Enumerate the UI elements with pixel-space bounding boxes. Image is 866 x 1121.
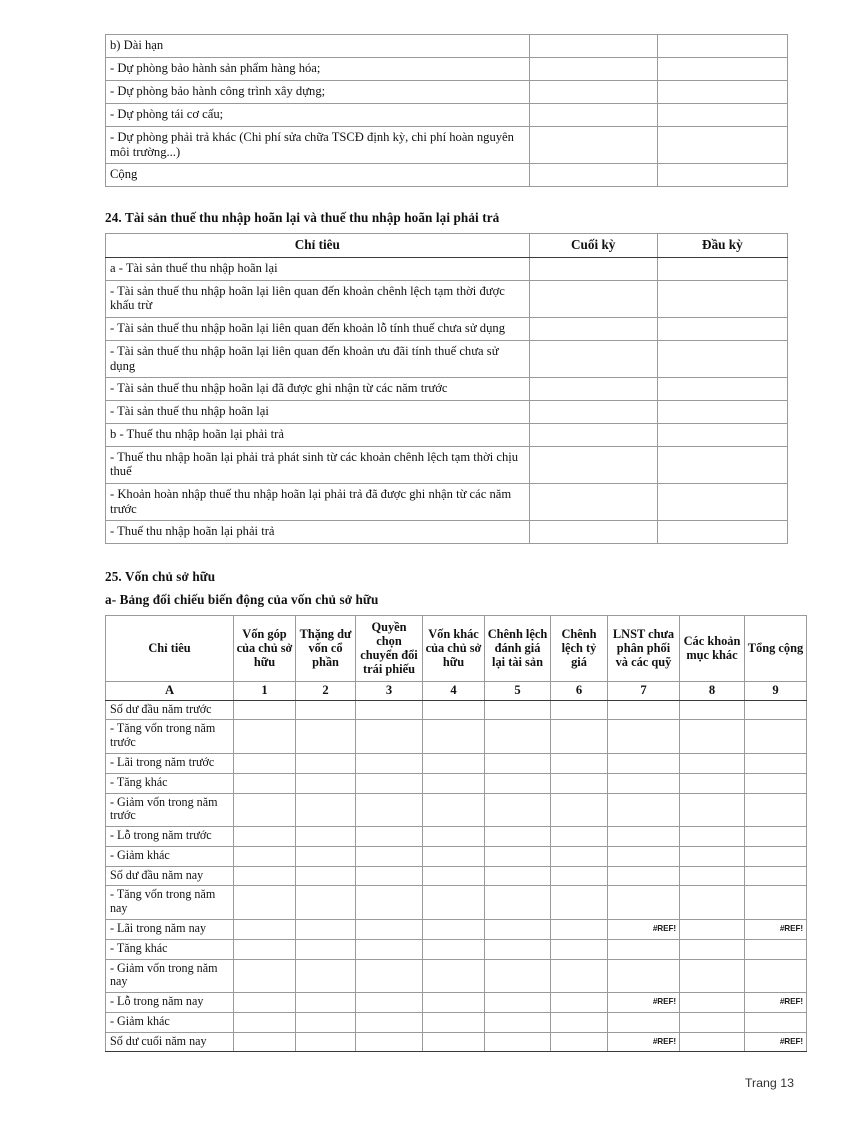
row-label: - Dự phòng phải trả khác (Chi phí sửa chữa TSCĐ định kỳ, chi phí hoàn nguyên môi trường...) bbox=[106, 127, 530, 164]
cell-value bbox=[680, 827, 745, 847]
cell-dau-ky bbox=[657, 521, 787, 544]
cell-value bbox=[745, 1012, 807, 1032]
cell-value bbox=[356, 959, 423, 993]
table-row bbox=[106, 1032, 807, 1052]
cell-value bbox=[423, 939, 485, 959]
cell-value bbox=[234, 939, 296, 959]
cell-value bbox=[356, 939, 423, 959]
cell-dau-ky bbox=[657, 81, 787, 104]
cell-value bbox=[608, 939, 680, 959]
row-label: - Giảm khác bbox=[106, 846, 234, 866]
cell-ref-error: #REF! bbox=[608, 993, 680, 1013]
cell-value bbox=[234, 753, 296, 773]
cell-dau-ky bbox=[657, 446, 787, 483]
table-row bbox=[106, 127, 788, 164]
cell-value bbox=[296, 846, 356, 866]
row-label: - Tài sản thuế thu nhập hoãn lại liên quan đến khoản lỗ tính thuế chưa sử dụng bbox=[106, 318, 530, 341]
column-header-9: Tổng cộng bbox=[745, 616, 807, 682]
cell-value bbox=[423, 753, 485, 773]
cell-value bbox=[485, 1032, 551, 1052]
cell-cuoi-ky bbox=[529, 58, 657, 81]
table-row bbox=[106, 993, 807, 1013]
cell-value bbox=[234, 866, 296, 886]
table-row bbox=[106, 257, 788, 280]
column-number-8: 8 bbox=[680, 682, 745, 700]
cell-value bbox=[485, 886, 551, 920]
column-header-2: Thặng dư vốn cổ phần bbox=[296, 616, 356, 682]
cell-value bbox=[485, 700, 551, 720]
cell-value bbox=[423, 959, 485, 993]
table-provisions-long-term-body bbox=[106, 35, 788, 187]
table-row bbox=[106, 340, 788, 377]
cell-value bbox=[234, 720, 296, 754]
cell-value bbox=[356, 866, 423, 886]
cell-cuoi-ky bbox=[529, 164, 657, 187]
section-24-heading: 24. Tài sản thuế thu nhập hoãn lại và thuế thu nhập hoãn lại phải trả bbox=[105, 210, 500, 226]
cell-value bbox=[423, 866, 485, 886]
column-header-8: Các khoản mục khác bbox=[680, 616, 745, 682]
row-label: - Tăng khác bbox=[106, 939, 234, 959]
row-label: - Giảm vốn trong năm nay bbox=[106, 959, 234, 993]
cell-value bbox=[745, 886, 807, 920]
cell-value bbox=[296, 753, 356, 773]
cell-cuoi-ky bbox=[529, 35, 657, 58]
cell-value bbox=[485, 919, 551, 939]
column-number-2: 2 bbox=[296, 682, 356, 700]
row-label: - Tài sản thuế thu nhập hoãn lại bbox=[106, 401, 530, 424]
cell-value bbox=[234, 1012, 296, 1032]
cell-value bbox=[551, 753, 608, 773]
cell-ref-error: #REF! bbox=[608, 919, 680, 939]
cell-value bbox=[356, 919, 423, 939]
cell-value bbox=[356, 700, 423, 720]
cell-dau-ky bbox=[657, 35, 787, 58]
cell-value bbox=[680, 959, 745, 993]
column-header-dau-ky: Đầu kỳ bbox=[657, 234, 787, 257]
row-label: Số dư đầu năm nay bbox=[106, 866, 234, 886]
cell-value bbox=[485, 773, 551, 793]
row-label: - Khoản hoàn nhập thuế thu nhập hoãn lại phải trả đã được ghi nhận từ các năm trước bbox=[106, 483, 530, 520]
row-label: - Tăng vốn trong năm trước bbox=[106, 720, 234, 754]
cell-ref-error: #REF! bbox=[745, 1032, 807, 1052]
cell-dau-ky bbox=[657, 340, 787, 377]
cell-value bbox=[234, 959, 296, 993]
cell-value bbox=[745, 827, 807, 847]
cell-value bbox=[745, 773, 807, 793]
row-label: - Dự phòng tái cơ cấu; bbox=[106, 104, 530, 127]
cell-value bbox=[296, 959, 356, 993]
cell-value bbox=[680, 939, 745, 959]
section-25-heading: 25. Vốn chủ sở hữu bbox=[105, 569, 216, 585]
column-header-5: Chênh lệch đánh giá lại tài sản bbox=[485, 616, 551, 682]
column-number-4: 4 bbox=[423, 682, 485, 700]
cell-value bbox=[551, 1012, 608, 1032]
row-label: Số dư cuối năm nay bbox=[106, 1032, 234, 1052]
cell-value bbox=[356, 753, 423, 773]
cell-dau-ky bbox=[657, 104, 787, 127]
cell-value bbox=[356, 720, 423, 754]
table-deferred-tax-head bbox=[106, 234, 788, 257]
cell-value bbox=[551, 959, 608, 993]
cell-dau-ky bbox=[657, 280, 787, 317]
cell-value bbox=[745, 700, 807, 720]
row-label: Cộng bbox=[106, 164, 530, 187]
cell-value bbox=[608, 866, 680, 886]
table-provisions-long-term bbox=[105, 34, 788, 187]
row-label: - Tài sản thuế thu nhập hoãn lại đã được ghi nhận từ các năm trước bbox=[106, 378, 530, 401]
row-label: - Tài sản thuế thu nhập hoãn lại liên quan đến khoản chênh lệch tạm thời được khấu trừ bbox=[106, 280, 530, 317]
cell-cuoi-ky bbox=[529, 81, 657, 104]
cell-value bbox=[680, 773, 745, 793]
table-row bbox=[106, 793, 807, 827]
table-equity-movement bbox=[105, 615, 807, 1052]
spacer-before-section-24 bbox=[105, 187, 788, 210]
table-row bbox=[106, 753, 807, 773]
table-row bbox=[106, 35, 788, 58]
column-header-cuoi-ky: Cuối kỳ bbox=[529, 234, 657, 257]
table-deferred-tax-body bbox=[106, 257, 788, 543]
page-number-label: Trang 13 bbox=[744, 1076, 794, 1090]
column-number-7: 7 bbox=[608, 682, 680, 700]
row-label: a - Tài sản thuế thu nhập hoãn lại bbox=[106, 257, 530, 280]
cell-value bbox=[356, 827, 423, 847]
cell-dau-ky bbox=[657, 401, 787, 424]
column-number-9: 9 bbox=[745, 682, 807, 700]
page-footer bbox=[0, 1076, 866, 1090]
row-label: b - Thuế thu nhập hoãn lại phải trả bbox=[106, 423, 530, 446]
cell-value bbox=[745, 959, 807, 993]
row-label: - Thuế thu nhập hoãn lại phải trả phát sinh từ các khoản chênh lệch tạm thời chịu thuế bbox=[106, 446, 530, 483]
cell-cuoi-ky bbox=[529, 104, 657, 127]
column-number-5: 5 bbox=[485, 682, 551, 700]
cell-ref-error: #REF! bbox=[608, 1032, 680, 1052]
cell-value bbox=[485, 1012, 551, 1032]
cell-value bbox=[485, 827, 551, 847]
cell-dau-ky bbox=[657, 164, 787, 187]
table-row bbox=[106, 959, 807, 993]
cell-value bbox=[551, 846, 608, 866]
cell-value bbox=[608, 846, 680, 866]
row-label: - Lỗ trong năm trước bbox=[106, 827, 234, 847]
cell-value bbox=[296, 993, 356, 1013]
cell-value bbox=[234, 919, 296, 939]
cell-value bbox=[296, 939, 356, 959]
table-row bbox=[106, 280, 788, 317]
cell-value bbox=[234, 886, 296, 920]
table-row bbox=[106, 700, 807, 720]
column-number-1: 1 bbox=[234, 682, 296, 700]
cell-dau-ky bbox=[657, 58, 787, 81]
cell-value bbox=[296, 919, 356, 939]
cell-cuoi-ky bbox=[529, 446, 657, 483]
table-row bbox=[106, 521, 788, 544]
cell-value bbox=[608, 793, 680, 827]
cell-value bbox=[680, 700, 745, 720]
cell-value bbox=[296, 700, 356, 720]
cell-value bbox=[680, 866, 745, 886]
cell-value bbox=[356, 886, 423, 920]
cell-value bbox=[551, 886, 608, 920]
cell-value bbox=[551, 919, 608, 939]
cell-value bbox=[234, 827, 296, 847]
cell-value bbox=[485, 959, 551, 993]
table-equity-movement-head bbox=[106, 616, 807, 700]
cell-value bbox=[485, 866, 551, 886]
cell-dau-ky bbox=[657, 127, 787, 164]
cell-value bbox=[551, 939, 608, 959]
column-number-3: 3 bbox=[356, 682, 423, 700]
cell-value bbox=[485, 846, 551, 866]
cell-value bbox=[680, 720, 745, 754]
cell-value bbox=[680, 793, 745, 827]
row-label: - Lỗ trong năm nay bbox=[106, 993, 234, 1013]
cell-value bbox=[423, 1012, 485, 1032]
cell-value bbox=[423, 720, 485, 754]
cell-value bbox=[551, 720, 608, 754]
cell-value bbox=[423, 846, 485, 866]
cell-value bbox=[745, 753, 807, 773]
table-row bbox=[106, 401, 788, 424]
table-row bbox=[106, 1012, 807, 1032]
cell-value bbox=[745, 939, 807, 959]
table-equity-movement-body bbox=[106, 700, 807, 1052]
table-row bbox=[106, 886, 807, 920]
cell-value bbox=[745, 866, 807, 886]
table-row bbox=[106, 939, 807, 959]
column-header-0: Chỉ tiêu bbox=[106, 616, 234, 682]
table-header-row bbox=[106, 234, 788, 257]
table-row bbox=[106, 773, 807, 793]
cell-value bbox=[680, 919, 745, 939]
cell-cuoi-ky bbox=[529, 257, 657, 280]
cell-cuoi-ky bbox=[529, 521, 657, 544]
table-row bbox=[106, 827, 807, 847]
cell-value bbox=[608, 886, 680, 920]
cell-value bbox=[296, 720, 356, 754]
cell-value bbox=[234, 846, 296, 866]
cell-value bbox=[423, 827, 485, 847]
page-content bbox=[105, 34, 804, 1052]
cell-value bbox=[296, 773, 356, 793]
row-label: - Lãi trong năm nay bbox=[106, 919, 234, 939]
table-row bbox=[106, 866, 807, 886]
table-row bbox=[106, 318, 788, 341]
column-number-0: A bbox=[106, 682, 234, 700]
cell-value bbox=[296, 866, 356, 886]
table-row bbox=[106, 423, 788, 446]
table-row bbox=[106, 378, 788, 401]
cell-cuoi-ky bbox=[529, 280, 657, 317]
row-label: - Tài sản thuế thu nhập hoãn lại liên quan đến khoản ưu đãi tính thuế chưa sử dụng bbox=[106, 340, 530, 377]
cell-value bbox=[356, 1012, 423, 1032]
table-row bbox=[106, 919, 807, 939]
cell-value bbox=[356, 773, 423, 793]
cell-ref-error: #REF! bbox=[745, 919, 807, 939]
cell-value bbox=[234, 1032, 296, 1052]
row-label: Số dư đầu năm trước bbox=[106, 700, 234, 720]
row-label: - Tăng vốn trong năm nay bbox=[106, 886, 234, 920]
cell-value bbox=[680, 753, 745, 773]
cell-value bbox=[608, 773, 680, 793]
cell-dau-ky bbox=[657, 483, 787, 520]
spacer-after-section-24-heading bbox=[105, 226, 788, 233]
column-number-6: 6 bbox=[551, 682, 608, 700]
column-header-4: Vốn khác của chủ sở hữu bbox=[423, 616, 485, 682]
spacer-section-25-sub bbox=[105, 585, 788, 592]
cell-value bbox=[485, 753, 551, 773]
cell-value bbox=[485, 793, 551, 827]
cell-value bbox=[551, 866, 608, 886]
cell-value bbox=[551, 793, 608, 827]
table-row bbox=[106, 846, 807, 866]
section-25-subheading: a- Bảng đối chiếu biến động của vốn chủ sở hữu bbox=[105, 592, 379, 608]
cell-value bbox=[680, 993, 745, 1013]
row-label: - Lãi trong năm trước bbox=[106, 753, 234, 773]
cell-value bbox=[296, 1012, 356, 1032]
cell-value bbox=[423, 886, 485, 920]
row-label: - Thuế thu nhập hoãn lại phải trả bbox=[106, 521, 530, 544]
table-row bbox=[106, 446, 788, 483]
cell-value bbox=[296, 793, 356, 827]
cell-cuoi-ky bbox=[529, 483, 657, 520]
cell-dau-ky bbox=[657, 378, 787, 401]
table-deferred-tax bbox=[105, 233, 788, 544]
cell-value bbox=[745, 793, 807, 827]
cell-dau-ky bbox=[657, 257, 787, 280]
cell-value bbox=[680, 846, 745, 866]
row-label: - Dự phòng bảo hành sản phẩm hàng hóa; bbox=[106, 58, 530, 81]
cell-value bbox=[423, 993, 485, 1013]
row-label: - Giảm khác bbox=[106, 1012, 234, 1032]
row-label: - Tăng khác bbox=[106, 773, 234, 793]
cell-value bbox=[551, 993, 608, 1013]
cell-dau-ky bbox=[657, 318, 787, 341]
cell-ref-error: #REF! bbox=[745, 993, 807, 1013]
cell-value bbox=[608, 720, 680, 754]
cell-value bbox=[680, 1032, 745, 1052]
cell-value bbox=[356, 993, 423, 1013]
cell-cuoi-ky bbox=[529, 378, 657, 401]
table-column-number-row bbox=[106, 682, 807, 700]
cell-value bbox=[485, 939, 551, 959]
spacer-after-section-25-subheading bbox=[105, 608, 788, 615]
cell-value bbox=[485, 720, 551, 754]
column-header-indicator: Chỉ tiêu bbox=[106, 234, 530, 257]
cell-value bbox=[423, 1032, 485, 1052]
cell-value bbox=[608, 959, 680, 993]
spacer-before-section-25 bbox=[105, 544, 788, 569]
cell-value bbox=[608, 827, 680, 847]
table-header-row bbox=[106, 616, 807, 682]
cell-value bbox=[423, 700, 485, 720]
cell-cuoi-ky bbox=[529, 423, 657, 446]
cell-value bbox=[356, 1032, 423, 1052]
cell-value bbox=[551, 700, 608, 720]
cell-value bbox=[608, 1012, 680, 1032]
cell-value bbox=[551, 827, 608, 847]
cell-cuoi-ky bbox=[529, 340, 657, 377]
cell-value bbox=[356, 846, 423, 866]
cell-value bbox=[551, 1032, 608, 1052]
cell-value bbox=[485, 993, 551, 1013]
cell-cuoi-ky bbox=[529, 127, 657, 164]
table-row bbox=[106, 720, 807, 754]
cell-value bbox=[296, 886, 356, 920]
column-header-3: Quyền chọn chuyển đổi trái phiếu bbox=[356, 616, 423, 682]
cell-value bbox=[234, 700, 296, 720]
cell-value bbox=[608, 700, 680, 720]
table-row bbox=[106, 104, 788, 127]
table-row bbox=[106, 58, 788, 81]
cell-value bbox=[356, 793, 423, 827]
cell-value bbox=[423, 793, 485, 827]
column-header-1: Vốn góp của chủ sở hữu bbox=[234, 616, 296, 682]
cell-value bbox=[423, 773, 485, 793]
table-row bbox=[106, 483, 788, 520]
cell-value bbox=[296, 827, 356, 847]
cell-value bbox=[745, 720, 807, 754]
row-label: b) Dài hạn bbox=[106, 35, 530, 58]
table-row bbox=[106, 81, 788, 104]
cell-value bbox=[234, 773, 296, 793]
cell-value bbox=[234, 993, 296, 1013]
table-row bbox=[106, 164, 788, 187]
cell-cuoi-ky bbox=[529, 318, 657, 341]
column-header-7: LNST chưa phân phối và các quỹ bbox=[608, 616, 680, 682]
cell-cuoi-ky bbox=[529, 401, 657, 424]
cell-value bbox=[680, 886, 745, 920]
cell-dau-ky bbox=[657, 423, 787, 446]
cell-value bbox=[296, 1032, 356, 1052]
column-header-6: Chênh lệch tỷ giá bbox=[551, 616, 608, 682]
cell-value bbox=[608, 753, 680, 773]
cell-value bbox=[551, 773, 608, 793]
cell-value bbox=[423, 919, 485, 939]
cell-value bbox=[234, 793, 296, 827]
cell-value bbox=[680, 1012, 745, 1032]
row-label: - Dự phòng bảo hành công trình xây dựng; bbox=[106, 81, 530, 104]
cell-value bbox=[745, 846, 807, 866]
row-label: - Giảm vốn trong năm trước bbox=[106, 793, 234, 827]
